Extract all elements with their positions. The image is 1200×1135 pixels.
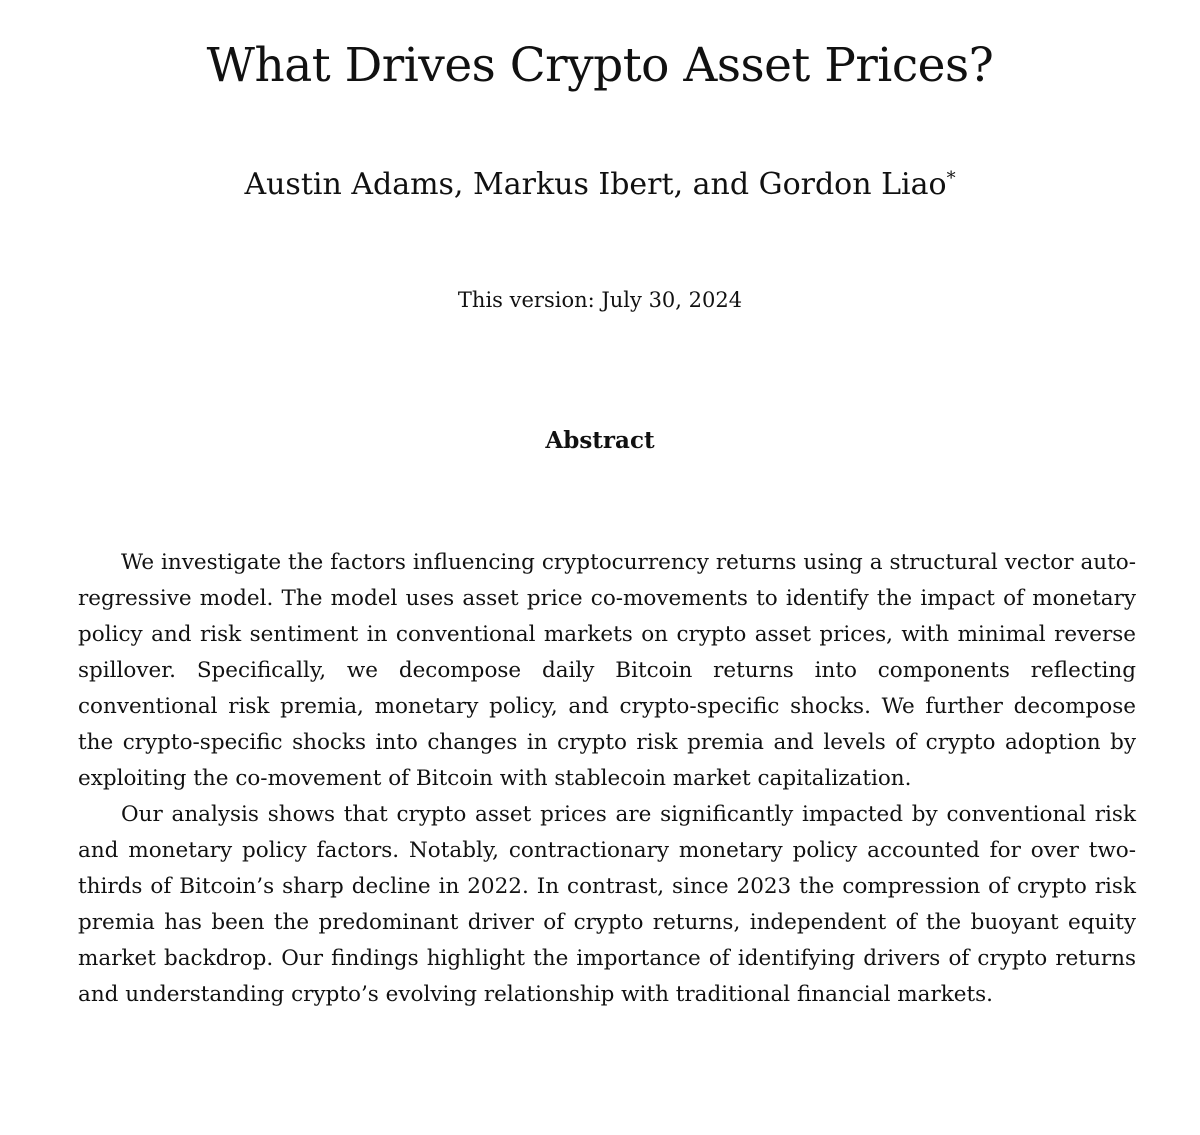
author-names: Austin Adams, Markus Ibert, and Gordon Liao (244, 167, 947, 202)
paper-title: What Drives Crypto Asset Prices? (206, 38, 994, 93)
author-list (0, 165, 1200, 205)
abstract-body (78, 545, 1136, 1013)
abstract-heading: Abstract (545, 427, 655, 454)
version-date: This version: July 30, 2024 (457, 288, 743, 312)
abstract-paragraph-1: We investigate the factors influencing cryptocurrency returns using a structural vector auto-regressive model. The model uses asset price co-movements to identify the impact of monetary policy and risk sentiment in conventional markets on crypto asset prices, with minimal reverse spillover. Specifically, we decompose daily Bitcoin returns into components reflecting conventional risk premia, monetary policy, and crypto-specific shocks. We further decompose the crypto-specific shocks into changes in crypto risk premia and levels of crypto adoption by exploiting the co-movement of Bitcoin with stablecoin market capitalization. (78, 550, 1136, 791)
abstract-paragraph-2: Our analysis shows that crypto asset prices are significantly impacted by conventional risk and monetary policy factors. Notably, contractionary monetary policy accounted for over two-thirds of Bitcoin’s sharp decline in 2022. In contrast, since 2023 the compression of crypto risk premia has been the predominant driver of crypto returns, independent of the buoyant equity market backdrop. Our findings highlight the importance of identifying drivers of crypto returns and understanding crypto’s evolving relationship with traditional financial markets. (78, 802, 1136, 1007)
author-footnote-mark[interactable]: * (946, 168, 956, 189)
